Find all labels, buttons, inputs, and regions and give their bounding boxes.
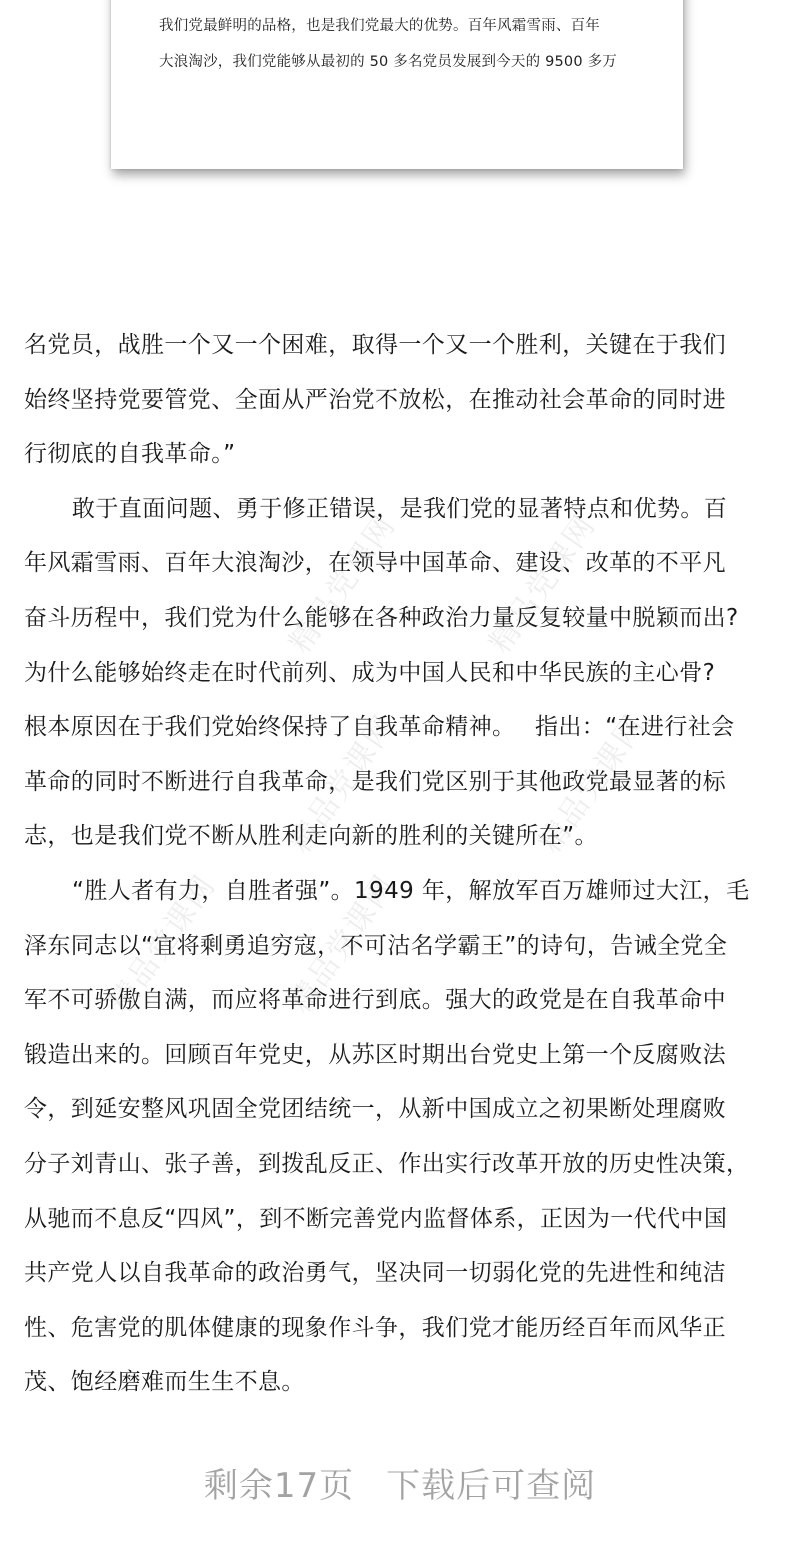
text-line: 共产党人以自我革命的政治勇气，坚决同一切弱化党的先进性和纯洁: [24, 1260, 726, 1287]
text-line: 令，到延安整风巩固全党团结统一，从新中国成立之初果断处理腐败: [24, 1096, 726, 1123]
text-line: 年风霜雪雨、百年大浪淘沙，在领导中国革命、建设、改革的不平凡: [24, 550, 726, 577]
remaining-pages-label: 剩余17页: [203, 1466, 355, 1506]
text-line: 根本原因在于我们党始终保持了自我革命精神。 指出：“在进行社会: [24, 714, 735, 741]
watermark: 精品党课网: [282, 508, 404, 660]
text-line: 志，也是我们党不断从胜利走向新的胜利的关键所在”。: [24, 823, 598, 850]
text-line: 泽东同志以“宜将剩勇追穷寇，不可沽名学霸王”的诗句，告诫全党全: [24, 932, 728, 959]
text-line: 性、危害党的肌体健康的现象作斗争，我们党才能历经百年而风华正: [24, 1314, 726, 1341]
watermark: 精品党课网: [102, 868, 224, 1020]
text-line: 锻造出来的。回顾百年党史，从苏区时期出台党史上第一个反腐败法: [24, 1041, 726, 1068]
text-line: 从驰而不息反“四风”，到不断完善党内监督体系，正因为一代代中国: [24, 1205, 728, 1232]
card-text-line: 大浪淘沙，我们党能够从最初的 50 多名党员发展到今天的 9500 多万: [159, 54, 617, 70]
watermark: 精品党课网: [282, 708, 404, 860]
text-line: 军不可骄傲自满，而应将革命进行到底。强大的政党是在自我革命中: [24, 987, 726, 1014]
text-line: 为什么能够始终走在时代前列、成为中国人民和中华民族的主心骨?: [24, 659, 716, 686]
document-preview-card: [111, 0, 683, 169]
card-text-line: 我们党最鲜明的品格，也是我们党最大的优势。百年风霜雪雨、百年: [159, 18, 600, 34]
watermark: 精品党课网: [532, 708, 654, 860]
text-line: 茂、饱经磨难而生生不息。: [24, 1369, 305, 1396]
download-prompt[interactable]: [0, 1458, 800, 1507]
text-line: 革命的同时不断进行自我革命，是我们党区别于其他政党最显著的标: [24, 768, 726, 795]
text-line: 名党员，战胜一个又一个困难，取得一个又一个胜利，关键在于我们: [24, 332, 726, 358]
paragraph-start-line: 敢于直面问题、勇于修正错误，是我们党的显著特点和优势。百: [72, 495, 728, 522]
text-line: 始终坚持党要管党、全面从严治党不放松，在推动社会革命的同时进: [24, 386, 726, 413]
watermark: 精品党课网: [482, 508, 604, 660]
text-line: 行彻底的自我革命。”: [24, 441, 236, 468]
text-line: 分子刘青山、张子善，到拨乱反正、作出实行改革开放的历史性决策，: [24, 1150, 750, 1177]
document-body: [24, 318, 784, 1410]
text-line: 奋斗历程中，我们党为什么能够在各种政治力量反复较量中脱颖而出?: [24, 604, 739, 631]
paragraph-start-line: “胜人者有力，自胜者强”。1949 年，解放军百万雄师过大江，毛: [72, 877, 750, 904]
watermark: 精品党课网: [282, 868, 404, 1020]
download-to-view-link[interactable]: 下载后可查阅: [386, 1466, 597, 1506]
